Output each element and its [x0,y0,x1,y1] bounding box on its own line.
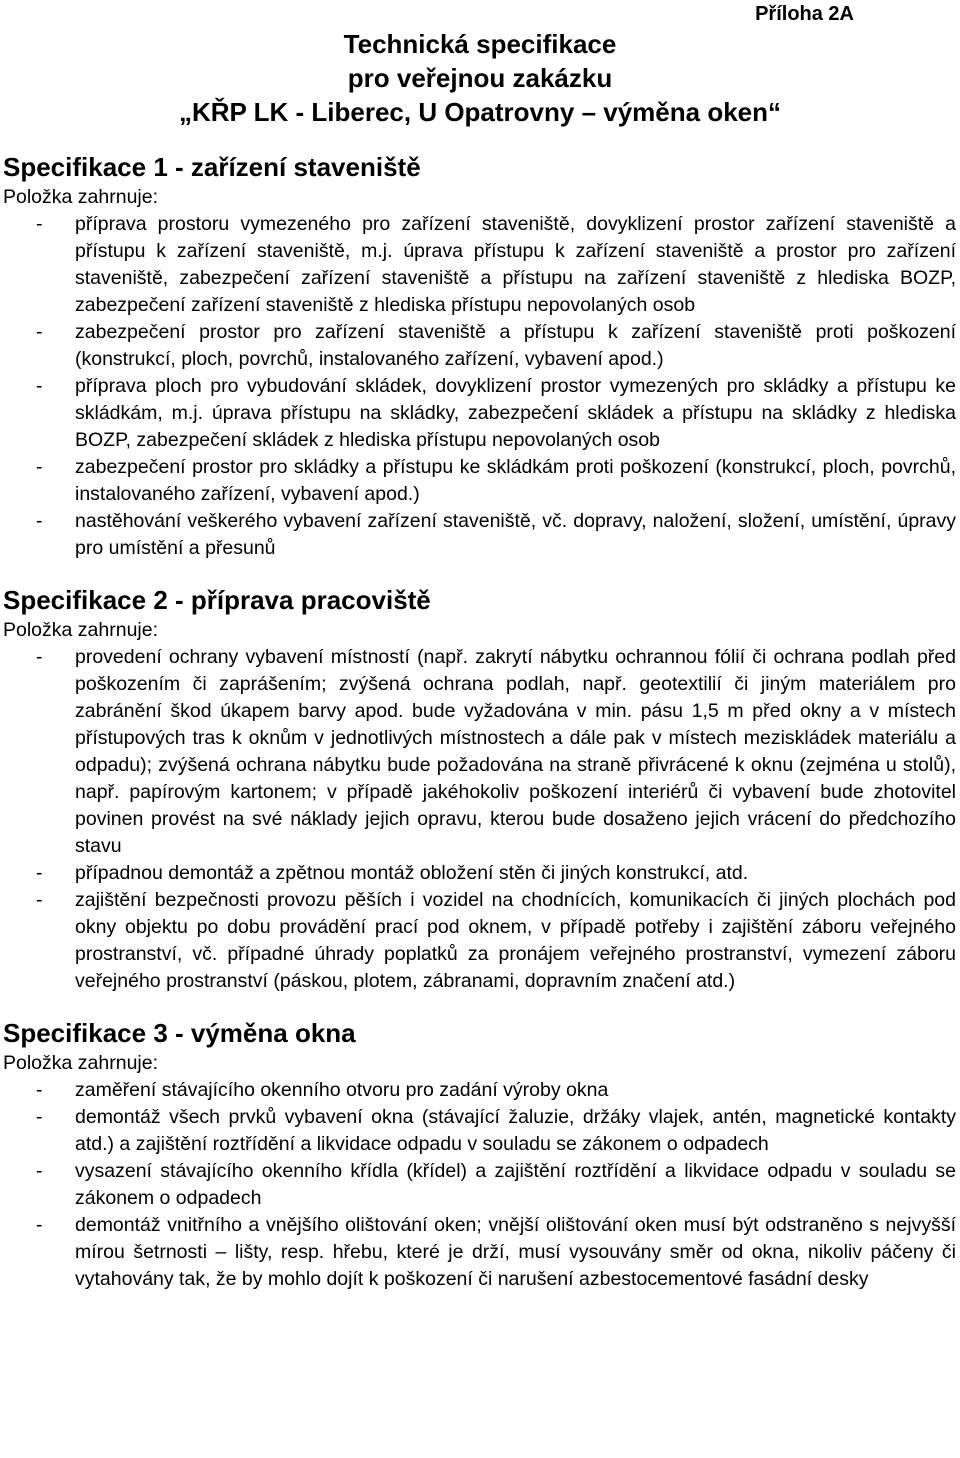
section-intro: Položka zahrnuje: [3,1052,159,1074]
item-list [3,211,956,562]
title-line: Technická specifikace [343,29,617,59]
list-item: - příprava prostoru vymezeného pro zařízení staveniště, dovyklizení prostor zařízení staveniště a přístupu k zařízení staveniště, m.j. úprava přístupu k zařízení staveniště a prostor pro zařízení staveniště, zabezpečení zařízení staveniště a přístupu na zařízení staveniště z hlediska BOZP, zabezpečení zařízení staveniště z hlediska přístupu nepovolaných osob [3,211,956,319]
section-intro: Položka zahrnuje: [3,619,159,641]
list-item: - zabezpečení prostor pro zařízení staveniště a přístupu k zařízení staveniště proti poškození (konstrukcí, ploch, povrchů, instalovaného zařízení, vybavení apod.) [3,319,956,373]
item-list [3,644,956,995]
list-item: - zajištění bezpečnosti provozu pěších i vozidel na chodnících, komunikacích či jiných plochách pod okny objektu po dobu provádění prací pod oknem, v případě potřeby i zajištění záboru veřejného prostranství, vč. případné úhrady poplatků za pronájem veřejného prostranství, vymezení záboru veřejného prostranství (páskou, plotem, zábranami, dopravním značení atd.) [3,887,956,995]
section-specifikace-3 [3,1016,956,1293]
item-list [3,1077,956,1293]
section-specifikace-2 [3,583,956,995]
list-item: - zaměření stávajícího okenního otvoru pro zadání výroby okna [3,1077,956,1104]
list-item: - vysazení stávajícího okenního křídla (křídel) a zajištění roztřídění a likvidace odpadu v souladu se zákonem o odpadech [3,1158,956,1212]
section-intro: Položka zahrnuje: [3,186,159,208]
section-heading: Specifikace 3 - výměna okna [3,1018,356,1048]
title-line: pro veřejnou zakázku [347,63,613,93]
document-body [3,150,956,1293]
section-heading: Specifikace 2 - příprava pracoviště [3,585,431,615]
list-item: - zabezpečení prostor pro skládky a přístupu ke skládkám proti poškození (konstrukcí, ploch, povrchů, instalovaného zařízení, vybavení apod.) [3,454,956,508]
section-specifikace-1 [3,150,956,562]
list-item: - příprava ploch pro vybudování skládek, dovyklizení prostor vymezených pro skládky a přístupu ke skládkám, m.j. úprava přístupu na skládky, zabezpečení skládek a přístupu na skládky z hlediska BOZP, zabezpečení skládek z hlediska přístupu nepovolaných osob [3,373,956,454]
title-line: „KŘP LK - Liberec, U Opatrovny – výměna oken“ [178,97,782,127]
list-item: - demontáž všech prvků vybavení okna (stávající žaluzie, držáky vlajek, antén, magnetické kontakty atd.) a zajištění roztřídění a likvidace odpadu v souladu se zákonem o odpadech [3,1104,956,1158]
list-item: - nastěhování veškerého vybavení zařízení staveniště, vč. dopravy, naložení, složení, umístění, úpravy pro umístění a přesunů [3,508,956,562]
annex-label: Příloha 2A [755,3,854,25]
list-item: - provedení ochrany vybavení místností (např. zakrytí nábytku ochrannou fólií či ochrana podlah před poškozením či zaprášením; zvýšená ochrana podlah, např. geotextilií či jiným materiálem pro zabránění škod úkapem barvy apod. bude vyžadována v min. pásu 1,5 m před okny a v místech přístupových tras k oknům v jednotlivých místnostech a dále pak v místech meziskládek materiálu a odpadu); zvýšená ochrana nábytku bude požadována na straně přivrácené k oknu (zejména u stolů), např. papírovým kartonem; v případě jakéhokoliv poškození interiérů či vybavení bude zhotovitel povinen provést na své náklady jejich opravu, kterou bude dosaženo jejich vrácení do předchozího stavu [3,644,956,860]
list-item: - demontáž vnitřního a vnějšího olištování oken; vnější olištování oken musí být odstraněno s nejvyšší mírou šetrnosti – lišty, resp. hřebu, které je drží, musí vysouvány směr od okna, nikoliv páčeny či vytahovány tak, že by mohlo dojít k poškození či narušení azbestocementové fasádní desky [3,1212,956,1293]
document-title [0,27,960,129]
section-heading: Specifikace 1 - zařízení staveniště [3,152,421,182]
list-item: - případnou demontáž a zpětnou montáž obložení stěn či jiných konstrukcí, atd. [3,860,956,887]
